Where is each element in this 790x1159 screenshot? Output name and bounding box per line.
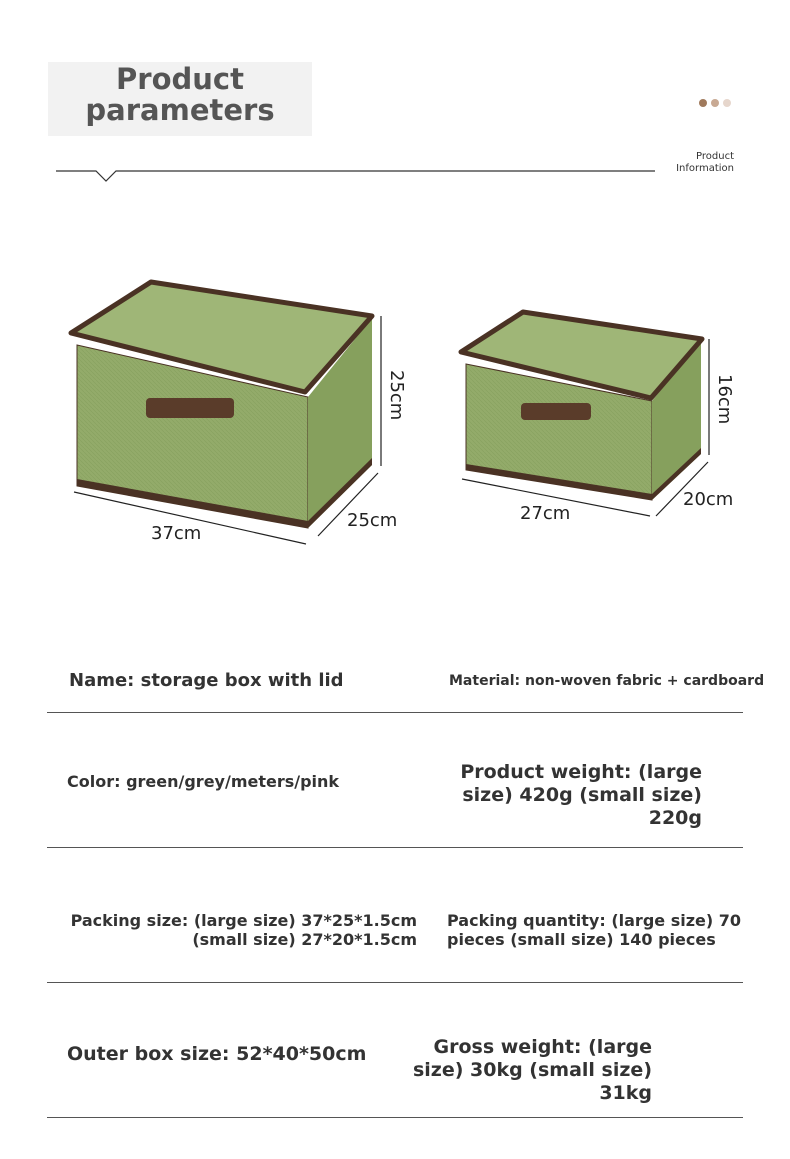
packing-qty-line-1: Packing quantity: (large size) 70 xyxy=(447,911,742,930)
small-depth-label: 20cm xyxy=(683,489,734,510)
weight-line-1: Product weight: (large xyxy=(460,761,702,783)
row-divider xyxy=(47,712,743,713)
side-label-line-2: Information xyxy=(676,163,734,174)
large-width-label: 37cm xyxy=(151,523,202,544)
handle-icon xyxy=(521,403,591,420)
large-height-label: 25cm xyxy=(386,370,407,421)
packing-qty-line-2: pieces (small size) 140 pieces xyxy=(447,930,716,949)
weight-line-3: 220g xyxy=(648,807,702,829)
spec-name: Name: storage box with lid xyxy=(69,670,344,691)
small-box xyxy=(461,312,702,500)
spec-product-weight xyxy=(460,761,702,830)
gross-line-1: Gross weight: (large xyxy=(433,1036,652,1058)
small-width-label: 27cm xyxy=(520,503,571,524)
product-illustration xyxy=(0,260,790,560)
weight-line-2: size) 420g (small size) xyxy=(462,784,702,806)
packing-size-line-1: Packing size: (large size) 37*25*1.5cm xyxy=(70,911,417,930)
divider-line xyxy=(56,171,655,181)
large-depth-label: 25cm xyxy=(347,510,398,531)
spec-packing-size xyxy=(71,911,417,949)
title-line-1: Product xyxy=(116,62,244,96)
large-box xyxy=(71,282,372,528)
side-label-line-1: Product xyxy=(696,151,734,162)
packing-size-line-2: (small size) 27*20*1.5cm xyxy=(192,930,417,949)
title-line-2: parameters xyxy=(85,93,275,127)
header-divider xyxy=(0,0,790,200)
gross-line-2: size) 30kg (small size) xyxy=(412,1059,652,1081)
spec-outer-box: Outer box size: 52*40*50cm xyxy=(67,1043,367,1065)
small-height-label: 16cm xyxy=(714,374,735,425)
spec-color: Color: green/grey/meters/pink xyxy=(67,772,340,791)
handle-icon xyxy=(146,398,234,418)
row-divider xyxy=(47,847,743,848)
gross-line-3: 31kg xyxy=(599,1082,652,1104)
row-divider xyxy=(47,982,743,983)
spec-material: Material: non-woven fabric + cardboard xyxy=(449,673,765,689)
row-divider xyxy=(47,1117,743,1118)
spec-gross-weight xyxy=(413,1036,652,1105)
spec-packing-quantity xyxy=(447,911,741,949)
